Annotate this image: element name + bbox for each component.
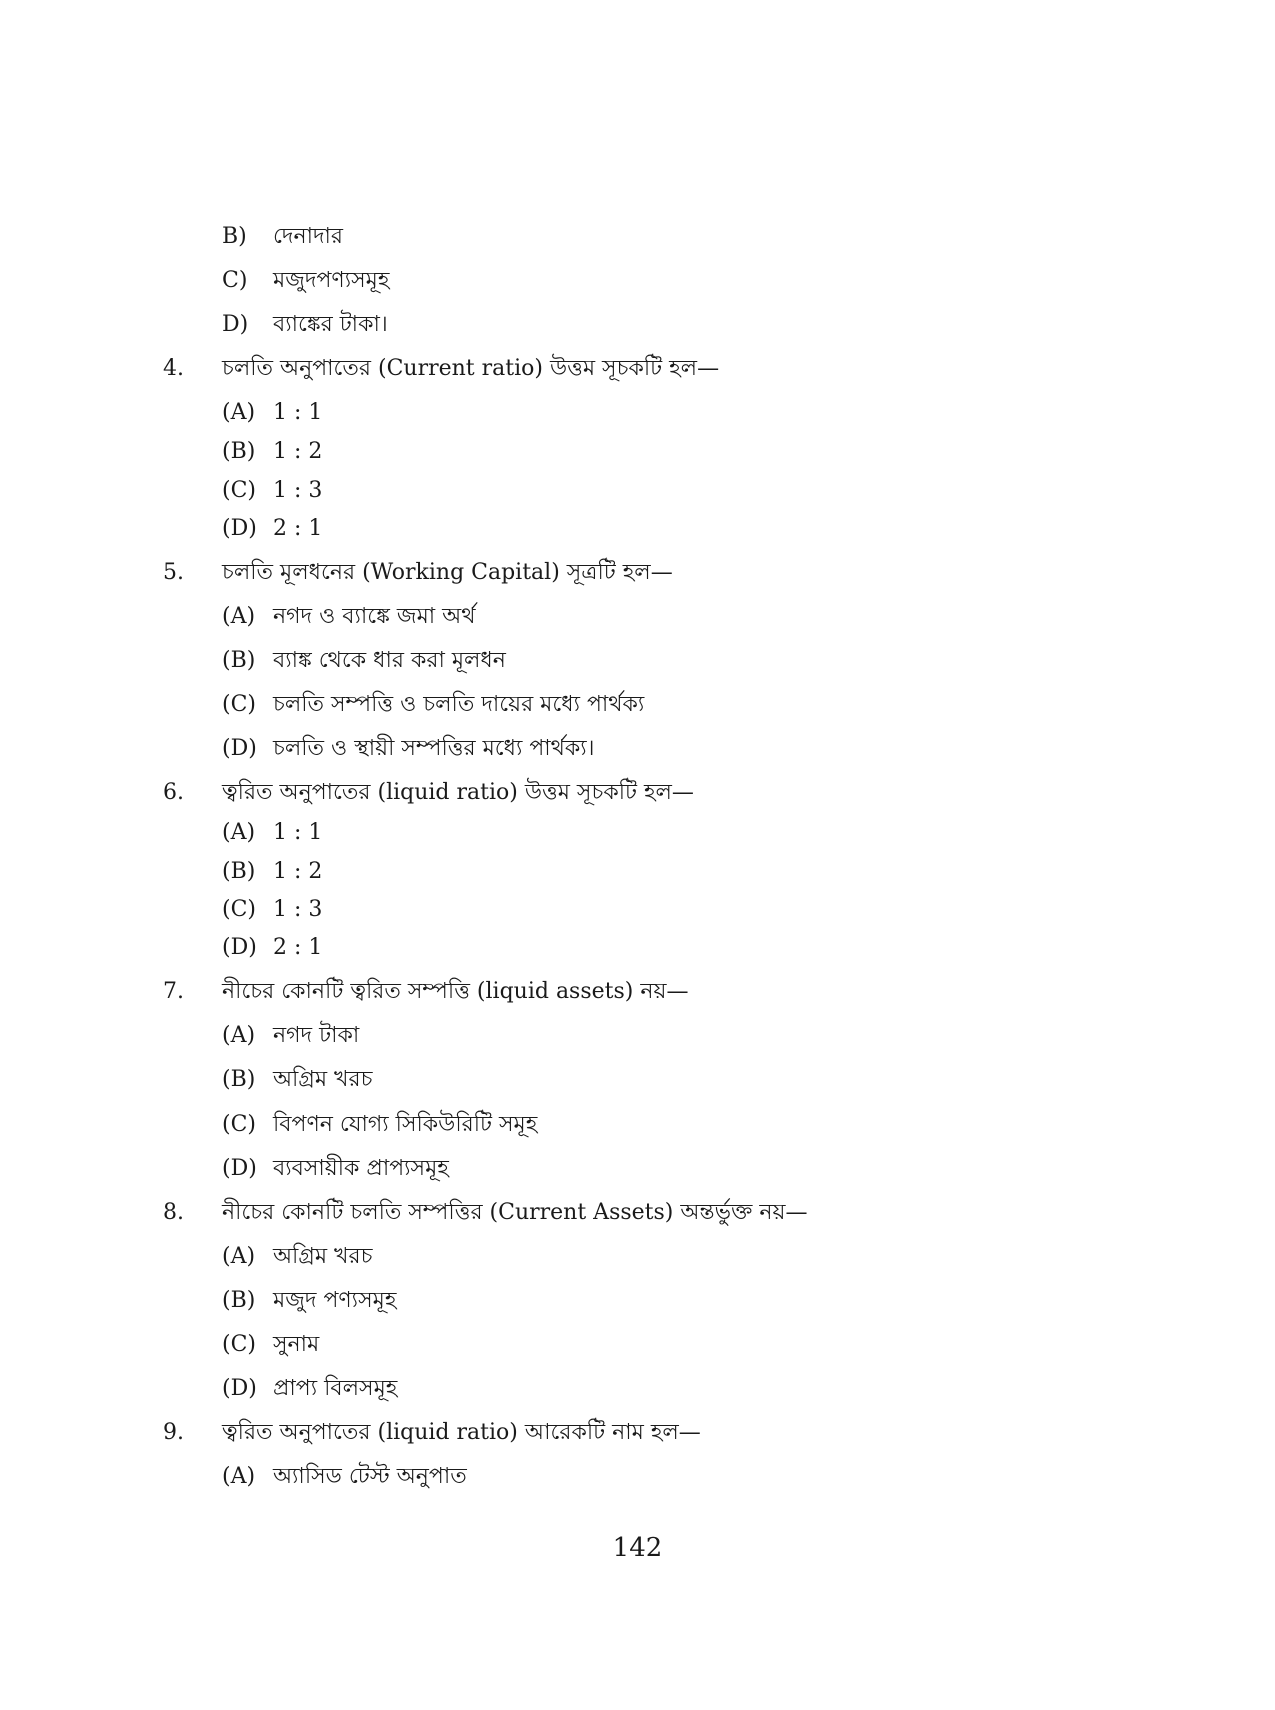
option-label: (B)	[222, 1067, 256, 1092]
option-b	[222, 1286, 396, 1316]
option-text: 1 : 2	[273, 859, 323, 884]
option-a	[222, 602, 475, 632]
option-label: (C)	[222, 897, 256, 922]
option-label: D)	[222, 312, 249, 337]
question-text: চলতি অনুপাতের (Current ratio) উত্তম সূচকটি হল—	[222, 356, 720, 381]
option-a	[222, 1462, 467, 1492]
question-text: ত্বরিত অনুপাতের (liquid ratio) উত্তম সূচকটি হল—	[222, 780, 694, 805]
option-label: (B)	[222, 439, 256, 464]
option-text: ব্যাঙ্ক থেকে ধার করা মূলধন	[273, 648, 506, 673]
option-label: (A)	[222, 1464, 256, 1489]
option-c	[222, 895, 322, 925]
page-number: 142	[612, 1533, 663, 1563]
option-prev-d	[222, 310, 388, 340]
option-a	[222, 818, 322, 848]
option-label: B)	[222, 224, 247, 249]
option-b	[222, 437, 322, 467]
option-label: (C)	[222, 1332, 256, 1357]
option-text: 1 : 2	[273, 439, 323, 464]
option-text: নগদ টাকা	[273, 1023, 360, 1048]
option-text: 1 : 3	[273, 478, 323, 503]
option-text: অগ্রিম খরচ	[273, 1067, 373, 1092]
option-label: (B)	[222, 1288, 256, 1313]
option-text: অগ্রিম খরচ	[273, 1244, 373, 1269]
option-label: (D)	[222, 736, 257, 761]
option-label: (B)	[222, 859, 256, 884]
option-label: (A)	[222, 604, 256, 629]
option-label: (A)	[222, 1023, 256, 1048]
question-number: 6.	[163, 780, 184, 805]
option-text: বিপণন যোগ্য সিকিউরিটি সমূহ	[273, 1112, 538, 1137]
option-d	[222, 933, 322, 963]
option-a	[222, 1242, 372, 1272]
option-text: দেনাদার	[273, 224, 344, 249]
option-a	[222, 398, 322, 428]
option-text: 1 : 1	[273, 400, 323, 425]
question-text: চলতি মূলধনের (Working Capital) সূত্রটি হল—	[222, 560, 673, 585]
option-label: (C)	[222, 692, 256, 717]
option-text: 2 : 1	[273, 935, 323, 960]
option-label: (B)	[222, 648, 256, 673]
option-b	[222, 1065, 372, 1095]
option-text: মজুদপণ্যসমূহ	[273, 268, 390, 293]
option-text: 1 : 3	[273, 897, 323, 922]
option-text: ব্যাঙ্কের টাকা।	[273, 312, 388, 337]
question-text: নীচের কোনটি ত্বরিত সম্পত্তি (liquid assets) নয়—	[222, 979, 689, 1004]
option-text: চলতি সম্পত্তি ও চলতি দায়ের মধ্যে পার্থক্য	[273, 692, 645, 717]
option-label: (A)	[222, 400, 256, 425]
option-prev-b	[222, 222, 343, 252]
question-number: 4.	[163, 356, 184, 381]
question-text: ত্বরিত অনুপাতের (liquid ratio) আরেকটি নাম হল—	[222, 1420, 701, 1445]
option-c	[222, 476, 322, 506]
option-text: চলতি ও স্থায়ী সম্পত্তির মধ্যে পার্থক্য।	[273, 736, 595, 761]
option-label: (D)	[222, 935, 257, 960]
option-label: (D)	[222, 1376, 257, 1401]
question-number: 7.	[163, 979, 184, 1004]
option-prev-c	[222, 266, 389, 296]
option-text: নগদ ও ব্যাঙ্কে জমা অর্থ	[273, 604, 476, 629]
option-label: (A)	[222, 820, 256, 845]
option-label: (C)	[222, 1112, 256, 1137]
option-b	[222, 646, 506, 676]
option-d	[222, 1374, 397, 1404]
option-a	[222, 1021, 359, 1051]
option-text: 2 : 1	[273, 516, 323, 541]
option-c	[222, 690, 644, 720]
question-number: 8.	[163, 1200, 184, 1225]
option-text: মজুদ পণ্যসমূহ	[273, 1288, 397, 1313]
question-number: 9.	[163, 1420, 184, 1445]
option-c	[222, 1330, 319, 1360]
option-c	[222, 1110, 537, 1140]
option-label: (D)	[222, 516, 257, 541]
option-d	[222, 1154, 449, 1184]
option-label: (C)	[222, 478, 256, 503]
question-number: 5.	[163, 560, 184, 585]
option-b	[222, 857, 322, 887]
option-text: 1 : 1	[273, 820, 323, 845]
option-text: ব্যবসায়ীক প্রাপ্যসমূহ	[273, 1156, 449, 1181]
option-text: প্রাপ্য বিলসমূহ	[273, 1376, 398, 1401]
option-label: C)	[222, 268, 248, 293]
option-d	[222, 734, 595, 764]
question-text: নীচের কোনটি চলতি সম্পত্তির (Current Assets) অন্তর্ভুক্ত নয়—	[222, 1200, 808, 1225]
option-label: (A)	[222, 1244, 256, 1269]
option-text: সুনাম	[273, 1332, 320, 1357]
option-d	[222, 514, 322, 544]
option-text: অ্যাসিড টেস্ট অনুপাত	[273, 1464, 467, 1489]
option-label: (D)	[222, 1156, 257, 1181]
